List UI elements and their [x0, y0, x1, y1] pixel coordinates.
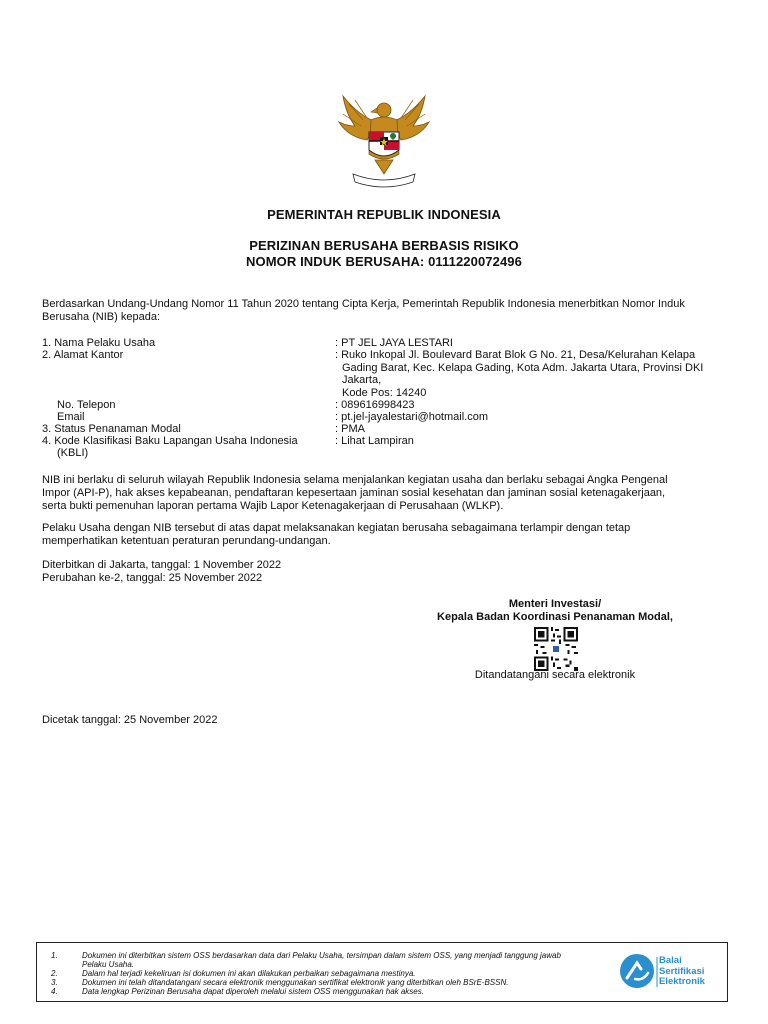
- phone-label: No. Telepon: [57, 399, 116, 411]
- phone-value: : 089616998423: [335, 399, 415, 411]
- footer-notes-box: 1. Dokumen ini diterbitkan sistem OSS berdasarkan data dari Pelaku Usaha, tersimpan dalam sistem OSS, yang menjadi tanggung jawab Pelaku Usaha. 2. Dalam hal terjadi kekeliruan isi dokumen ini akan dilakukan perbaikan sebagaimana mestinya. 3. Dokumen ini telah ditandatangani secara elektronik menggunakan sertifikat elektronik yang diterbitkan oleh BSrE-BSSN. 4. Data lengkap Perizinan Berusaha dapat diperoleh melalui sistem OSS menggunakan hak akses. Balai Sertifikasi Elektronik: [36, 942, 728, 1002]
- signatory-title-line1: Menteri Investasi/: [508, 598, 602, 610]
- business-name-label: 1. Nama Pelaku Usaha: [42, 337, 156, 349]
- investment-status-value: : PMA: [335, 423, 365, 435]
- issue-dates: [42, 559, 726, 585]
- nib-number: NOMOR INDUK BERUSAHA: 0111220072496: [246, 254, 522, 269]
- business-name-value: : PT JEL JAYA LESTARI: [335, 337, 453, 349]
- email-value: : pt.jel-jayalestari@hotmail.com: [335, 411, 488, 423]
- garuda-emblem-icon: [333, 92, 435, 188]
- amendment-date: Perubahan ke-2, tanggal: 25 November 2022: [42, 572, 263, 584]
- office-address-line3: Jakarta,: [342, 374, 382, 386]
- printed-date: Dicetak tanggal: 25 November 2022: [42, 714, 218, 726]
- qr-code-icon: [534, 627, 578, 671]
- intro-text: Berdasarkan Undang-Undang Nomor 11 Tahun 2020 tentang Cipta Kerja, Pemerintah Republik Indonesia menerbitkan Nomor Induk Berusaha (NIB) kepada:: [42, 298, 685, 323]
- issued-date: Diterbitkan di Jakarta, tanggal: 1 November 2022: [42, 559, 282, 571]
- bsre-logo-text: Balai Sertifikasi Elektronik: [659, 955, 705, 987]
- office-address-line1: : Ruko Inkopal Jl. Boulevard Barat Blok G No. 21, Desa/Kelurahan Kelapa: [335, 349, 696, 361]
- permit-title: PERIZINAN BERUSAHA BERBASIS RISIKO: [249, 238, 519, 253]
- signatory-title-line2: Kepala Badan Koordinasi Penanaman Modal,: [437, 611, 673, 623]
- nib-validity-paragraph: NIB ini berlaku di seluruh wilayah Republik Indonesia selama menjalankan kegiatan usaha dan berlaku sebagai Angka Pengenal Impor (API-P), hak akses kepabeanan, pendaftaran kepesertaan jaminan sosial kesehatan dan jaminan sosial ketenagakerjaan, serta bukti pemenuhan laporan pertama Wajib Lapor Ketenagakerjaan di Perusahaan (WLKP).: [42, 474, 668, 512]
- office-address-line2: Gading Barat, Kec. Kelapa Gading, Kota Adm. Jakarta Utara, Provinsi DKI: [342, 361, 704, 374]
- postal-code: Kode Pos: 14240: [342, 386, 427, 399]
- investment-status-label: 3. Status Penanaman Modal: [42, 423, 181, 435]
- office-address-label: 2. Alamat Kantor: [42, 349, 124, 361]
- government-title: PEMERINTAH REPUBLIK INDONESIA: [267, 207, 501, 222]
- kbli-value: : Lihat Lampiran: [335, 435, 414, 447]
- business-activity-paragraph: Pelaku Usaha dengan NIB tersebut di atas dapat melaksanakan kegiatan berusaha sebagaimana terlampir dengan tetap memperhatikan ketentuan peraturan perundang-undangan.: [42, 522, 631, 547]
- kbli-label-abbr: (KBLI): [57, 447, 89, 459]
- email-label: Email: [57, 411, 85, 423]
- kbli-label: 4. Kode Klasifikasi Baku Lapangan Usaha Indonesia: [42, 435, 298, 447]
- electronic-signature-note: Ditandatangani secara elektronik: [474, 669, 636, 681]
